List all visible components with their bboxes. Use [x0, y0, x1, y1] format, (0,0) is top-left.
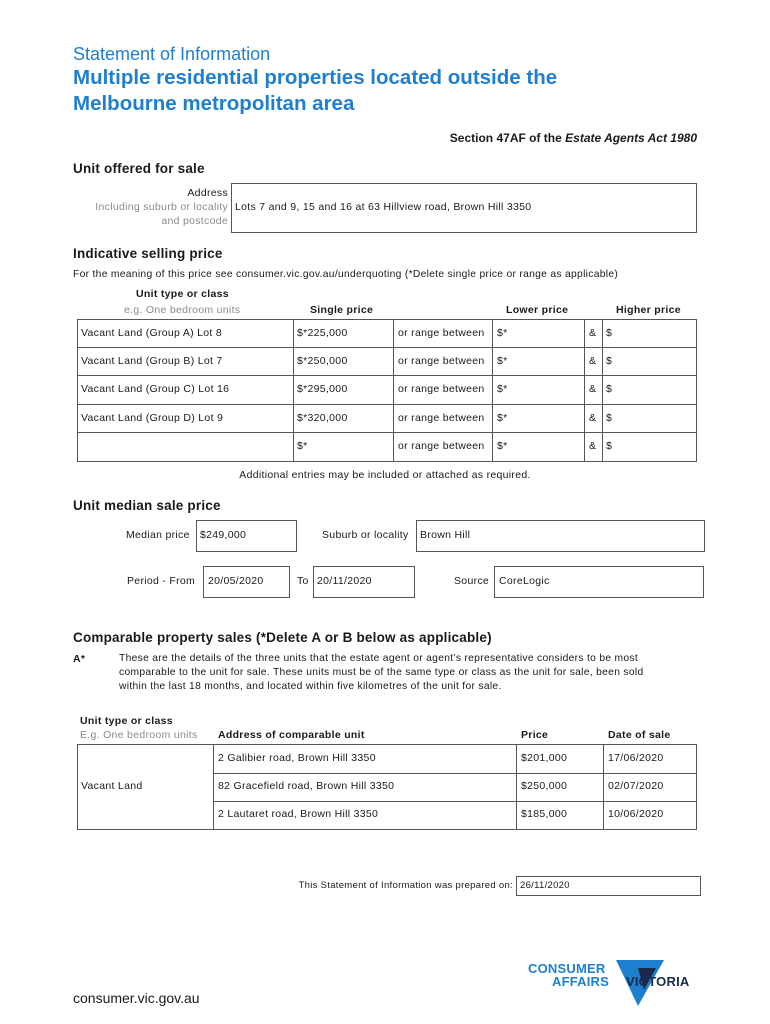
indicative-lower-price[interactable]: $* [497, 327, 508, 339]
comparable-description [119, 652, 643, 694]
comparable-col-date: Date of sale [608, 729, 671, 741]
indicative-amp: & [589, 440, 597, 452]
indicative-amp: & [589, 383, 597, 395]
logo-victoria: VICTORIA [626, 974, 690, 989]
comparable-address: 2 Galibier road, Brown Hill 3350 [218, 752, 376, 764]
indicative-single-price[interactable]: $*225,000 [297, 327, 348, 339]
indicative-amp: & [589, 412, 597, 424]
suburb-label: Suburb or locality [322, 529, 409, 541]
indicative-single-price[interactable]: $*295,000 [297, 383, 348, 395]
comparable-date: 02/07/2020 [608, 780, 664, 792]
indicative-range-text: or range between [398, 355, 485, 367]
unit-offered-heading: Unit offered for sale [73, 161, 205, 176]
comparable-description-line1: These are the details of the three units that the estate agent or agent’s representative considers to be most [119, 653, 639, 664]
comparable-price: $250,000 [521, 780, 568, 792]
median-price-label: Median price [126, 529, 190, 541]
comparable-description-line2: comparable to the unit for sale. These units must be of the same type or class as the unit for sale, been sold [119, 667, 644, 678]
indicative-col-higher: Higher price [616, 304, 681, 316]
median-price-value: $249,000 [200, 529, 247, 541]
indicative-higher-price[interactable]: $ [606, 383, 613, 395]
comparable-col-unit-example: E.g. One bedroom units [80, 729, 198, 741]
comparable-price: $185,000 [521, 808, 568, 820]
period-to-value: 20/11/2020 [317, 575, 372, 587]
document-kicker: Statement of Information [73, 44, 271, 64]
median-heading: Unit median sale price [73, 498, 221, 513]
indicative-unit: Vacant Land (Group A) Lot 8 [81, 327, 222, 339]
indicative-unit: Vacant Land (Group C) Lot 16 [81, 383, 230, 395]
address-label-line2: Including suburb or locality [95, 201, 228, 213]
comparable-address: 2 Lautaret road, Brown Hill 3350 [218, 808, 379, 820]
document-title [73, 65, 557, 117]
suburb-value: Brown Hill [420, 529, 471, 541]
indicative-higher-price[interactable]: $ [606, 412, 613, 424]
comparable-option-marker: A* [73, 653, 86, 665]
address-label [95, 186, 228, 228]
indicative-col-unit-type: Unit type or class [136, 288, 229, 300]
indicative-col-unit-example: e.g. One bedroom units [124, 304, 241, 316]
indicative-lower-price[interactable]: $* [497, 355, 508, 367]
indicative-range-text: or range between [398, 383, 485, 395]
comparable-date: 17/06/2020 [608, 752, 664, 764]
period-from-value: 20/05/2020 [208, 575, 264, 587]
indicative-single-price[interactable]: $*250,000 [297, 355, 348, 367]
indicative-range-text: or range between [398, 327, 485, 339]
indicative-higher-price[interactable]: $ [606, 327, 613, 339]
indicative-single-price[interactable]: $* [297, 440, 308, 452]
comparable-col-price: Price [521, 729, 549, 741]
section-reference [450, 131, 697, 145]
period-to-label: To [297, 575, 309, 587]
indicative-amp: & [589, 327, 597, 339]
comparable-col-address: Address of comparable unit [218, 729, 365, 741]
comparable-heading: Comparable property sales (*Delete A or B below as applicable) [73, 630, 492, 645]
indicative-amp: & [589, 355, 597, 367]
logo-affairs: AFFAIRS [552, 974, 610, 989]
indicative-additional-note: Additional entries may be included or attached as required. [239, 469, 531, 481]
indicative-range-text: or range between [398, 440, 485, 452]
comparable-address: 82 Gracefield road, Brown Hill 3350 [218, 780, 395, 792]
source-value: CoreLogic [499, 575, 550, 587]
indicative-unit: Vacant Land (Group B) Lot 7 [81, 355, 223, 367]
indicative-range-text: or range between [398, 412, 485, 424]
indicative-higher-price[interactable]: $ [606, 355, 613, 367]
comparable-price: $201,000 [521, 752, 568, 764]
indicative-col-lower: Lower price [506, 304, 569, 316]
indicative-lower-price[interactable]: $* [497, 383, 508, 395]
indicative-note: For the meaning of this price see consumer.vic.gov.au/underquoting (*Delete single price or range as applicable) [73, 269, 619, 280]
indicative-col-single: Single price [310, 304, 374, 316]
indicative-heading: Indicative selling price [73, 246, 223, 261]
prepared-date-value: 26/11/2020 [520, 880, 570, 891]
address-value: Lots 7 and 9, 15 and 16 at 63 Hillview road, Brown Hill 3350 [235, 201, 532, 213]
comparable-date: 10/06/2020 [608, 808, 664, 820]
prepared-label: This Statement of Information was prepared on: [298, 880, 513, 891]
section-prefix: Section 47AF of the [449, 131, 566, 145]
title-line-1: Multiple residential properties located outside the [73, 66, 558, 89]
indicative-lower-price[interactable]: $* [497, 412, 508, 424]
title-line-2: Melbourne metropolitan area [73, 92, 355, 115]
indicative-higher-price[interactable]: $ [606, 440, 613, 452]
comparable-description-line3: within the last 18 months, and located within five kilometres of the unit for sale. [119, 681, 502, 692]
address-label-line1: Address [187, 187, 228, 199]
footer-url[interactable]: consumer.vic.gov.au [73, 990, 200, 1006]
address-label-line3: and postcode [161, 215, 228, 227]
period-from-label: Period - From [127, 575, 196, 587]
comparable-unit-type: Vacant Land [81, 780, 143, 792]
indicative-unit: Vacant Land (Group D) Lot 9 [81, 412, 224, 424]
indicative-single-price[interactable]: $*320,000 [297, 412, 348, 424]
consumer-affairs-victoria-logo [526, 958, 706, 1008]
indicative-lower-price[interactable]: $* [497, 440, 508, 452]
section-act: Estate Agents Act 1980 [565, 131, 697, 145]
logo-consumer: CONSUMER [528, 961, 606, 976]
source-label: Source [454, 575, 490, 587]
comparable-col-unit-type: Unit type or class [80, 715, 173, 727]
